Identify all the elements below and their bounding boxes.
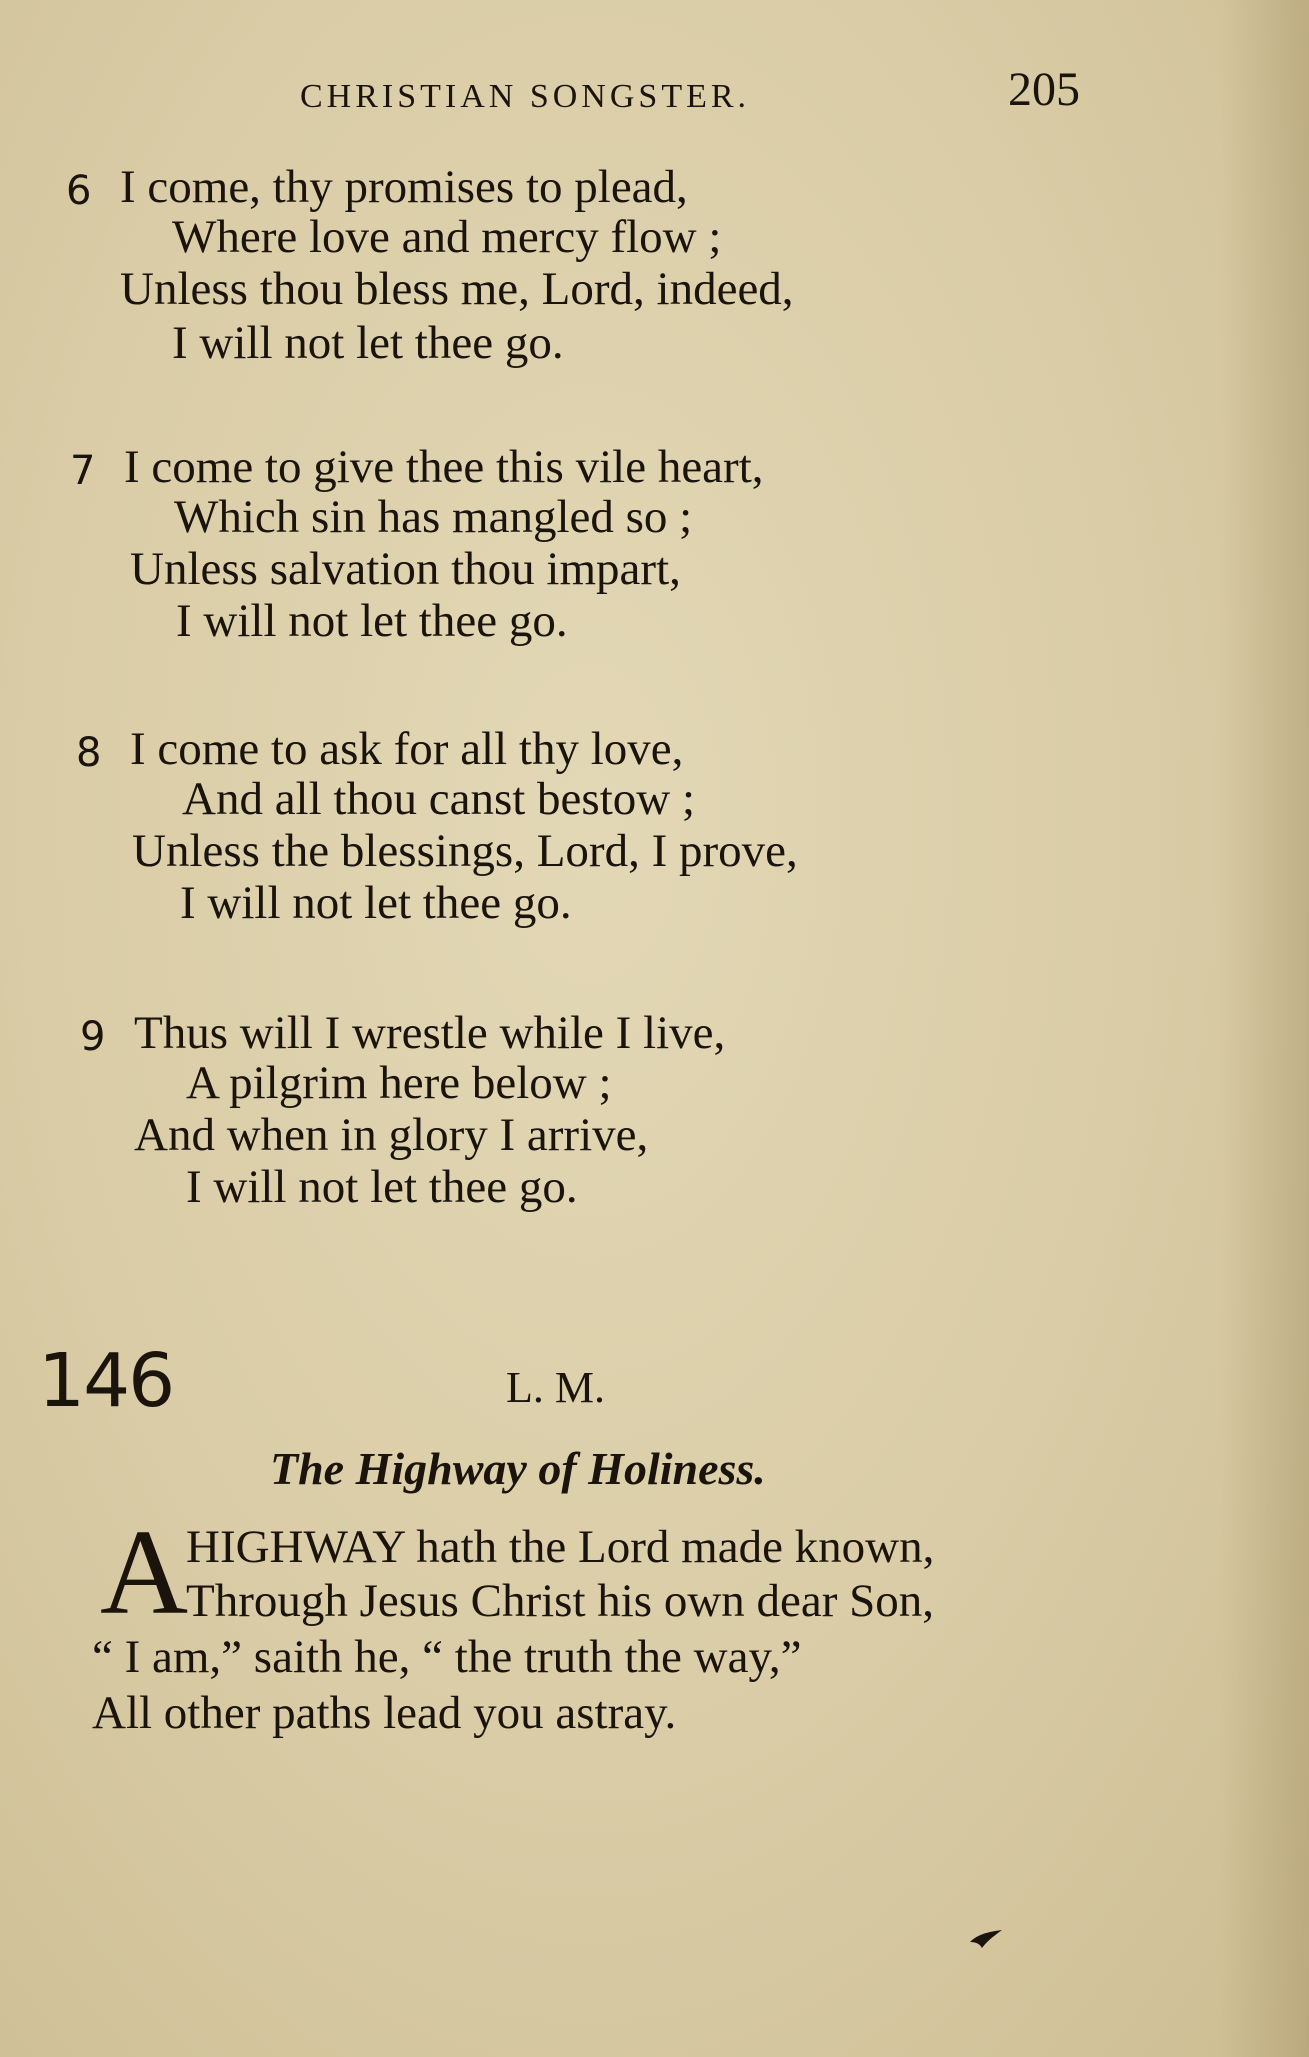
- hymn-line: All other paths lead you astray.: [92, 1687, 677, 1739]
- verse-line: Unless the blessings, Lord, I prove,: [132, 825, 798, 877]
- drop-cap: A: [100, 1505, 189, 1640]
- verse-line: Unless salvation thou impart,: [130, 543, 681, 595]
- page-edge-shadow: [1219, 0, 1309, 2057]
- verse-line: I will not let thee go.: [176, 595, 568, 647]
- page-number: 205: [1008, 63, 1080, 116]
- verse-line: And when in glory I arrive,: [134, 1109, 649, 1161]
- hymn-number: 146: [38, 1338, 174, 1424]
- verse-line: I come to give thee this vile heart,: [124, 441, 764, 493]
- verse-line: I will not let thee go.: [172, 317, 564, 369]
- hymn-meter: L. M.: [506, 1363, 605, 1412]
- verse-line: I will not let thee go.: [186, 1161, 578, 1213]
- hymn-line: Through Jesus Christ his own dear Son,: [186, 1575, 935, 1627]
- printer-mark-icon: [968, 1928, 1004, 1950]
- verse-line: I come to ask for all thy love,: [130, 723, 684, 775]
- hymn-line: HIGHWAY hath the Lord made known,: [186, 1521, 935, 1573]
- verse-number: 7: [70, 448, 96, 494]
- verse-line: And all thou canst bestow ;: [182, 773, 696, 825]
- running-head-title: CHRISTIAN SONGSTER.: [300, 78, 751, 115]
- verse-line: Unless thou bless me, Lord, indeed,: [120, 263, 794, 315]
- verse-line: I will not let thee go.: [180, 877, 572, 929]
- hymn-title: The Highway of Holiness.: [270, 1443, 766, 1494]
- hymn-line: “ I am,” saith he, “ the truth the way,”: [92, 1631, 802, 1683]
- verse-number: 8: [76, 730, 102, 776]
- verse-number: 6: [66, 168, 92, 214]
- verse-line: Thus will I wrestle while I live,: [134, 1007, 726, 1059]
- verse-line: Which sin has mangled so ;: [174, 491, 693, 543]
- verse-line: A pilgrim here below ;: [186, 1057, 612, 1109]
- verse-line: I come, thy promises to plead,: [120, 161, 688, 213]
- verse-number: 9: [80, 1014, 106, 1060]
- verse-line: Where love and mercy flow ;: [172, 211, 722, 263]
